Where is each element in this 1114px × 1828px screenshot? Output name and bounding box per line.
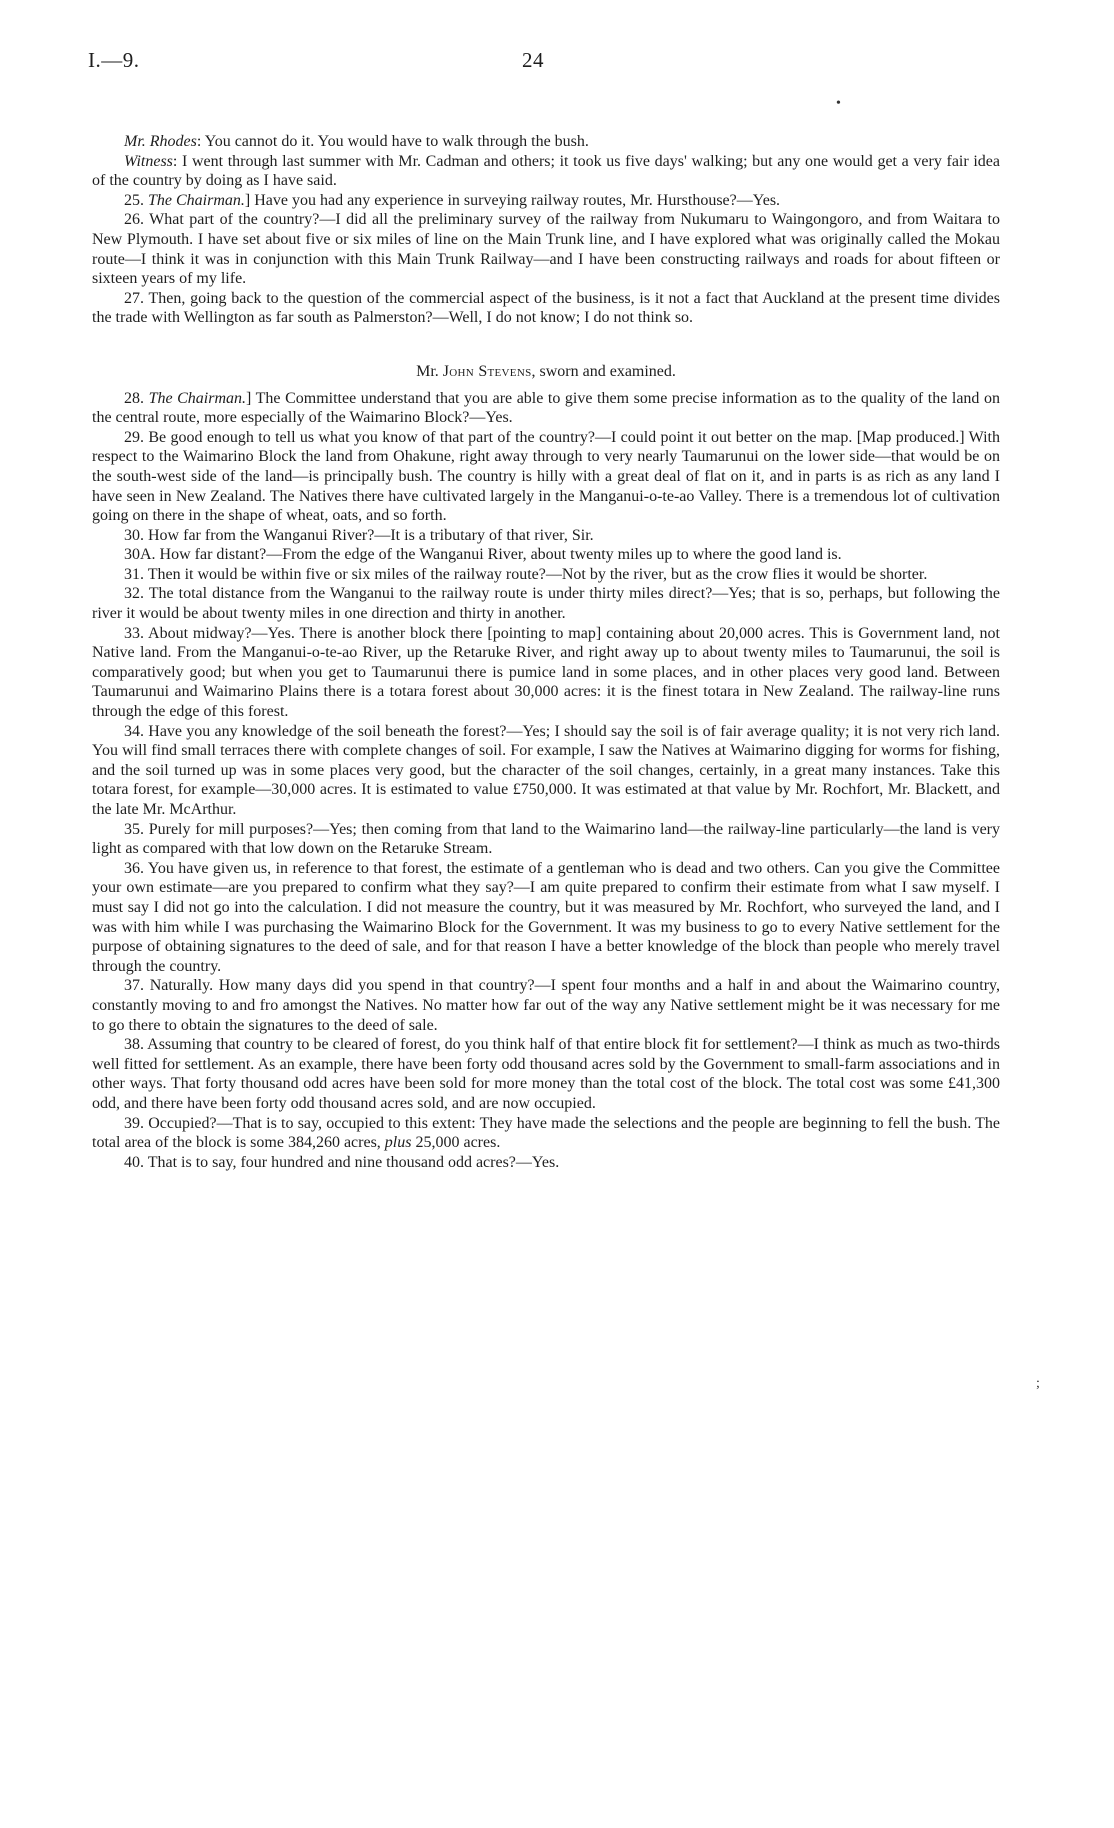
paragraph: 25. The Chairman.] Have you had any experience in surveying railway routes, Mr. Hursthouse?—Yes. <box>124 191 781 209</box>
paragraph-text: I went through last summer with Mr. Cadman and others; it took us five days' walking; but any one would get a very fair idea of the country by doing as I have said. <box>92 152 1000 190</box>
paragraph: 32. The total distance from the Wanganui to the railway route is under thirty miles direct?—Yes; that is so, perhaps, but following the river it would be about twenty miles in one direction and thirty in another. <box>92 585 1000 623</box>
paragraph: 30. How far from the Wanganui River?—It is a tributary of that river, Sir. <box>124 526 594 544</box>
page-number: 24 <box>522 48 544 72</box>
paragraph: 27. Then, going back to the question of the commercial aspect of the business, is it not a fact that Auckland at the present time divides the trade with Wellington as far south as Palmerston?—Well, I do not know; I do not think so. <box>92 289 1000 327</box>
paragraph: 39. Occupied?—That is to say, occupied to this extent: They have made the selections and the people are beginning to fell the bush. The total area of the block is some 384,260 acres, plus 25,000 acres. <box>92 1114 1000 1152</box>
paragraph: 36. You have given us, in reference to that forest, the estimate of a gentleman who is dead and two others. Can you give the Committee your own estimate—are you prepared to confirm what they say?—I am quite prepared to confirm their estimate from what I saw myself. I must say I did not go into the calculation. I did not measure the country, but it was measured by Mr. Rochfort, who surveyed the land, and I was with him while I was purchasing the Waimarino Block for the Government. It was my business to go to every Native settlement for the purpose of obtaining signatures to the deed of sale, and for that reason I have a better knowledge of the block than people who merely travel through the country. <box>92 859 1000 975</box>
speaker: Mr. Rhodes <box>124 133 197 150</box>
question-number: 25. <box>124 191 148 209</box>
paragraph: 29. Be good enough to tell us what you know of that part of the country?—I could point it out better on the map. [Map produced.] With respect to the Waimarino Block the land from Ohakune, right away through to very nearly Taumarunui on the lower side—that would be on the south-west side of the land—is principally bush. The country is hilly with a great deal of flat on it, and in parts is as rich as any land I have seen in New Zealand. The Natives there have cultivated largely in the Manganui-o-te-ao Valley. There is a tremendous lot of cultivation going on there in the shape of wheat, oats, and so forth. <box>92 428 1000 525</box>
witness-name: John Stevens <box>442 362 532 380</box>
paragraph: 38. Assuming that country to be cleared of forest, do you think half of that entire block fit for settlement?—I think as much as two-thirds well fitted for settlement. As an example, there have been forty odd thousand acres sold by the Government to small-farm associations and in other ways. That forty thousand odd acres have been sold for more money than the total cost of the block. The total cost was some £41,300 odd, and there have been forty odd thousand acres sold, and are now occupied. <box>92 1036 1000 1112</box>
question-number: 28. <box>124 389 149 407</box>
speaker: The Chairman. <box>148 191 245 209</box>
paragraph: Witness: I went through last summer with Mr. Cadman and others; it took us five days' walking; but any one would get a very fair idea of the country by doing as I have said. <box>92 152 1000 190</box>
stray-mark: ; <box>1036 1376 1040 1391</box>
paragraph: Mr. Rhodes: You cannot do it. You would have to walk through the bush. <box>124 133 589 150</box>
paragraph: 35. Purely for mill purposes?—Yes; then coming from that land to the Waimarino land—the railway-line particularly—the land is very light as compared with that low down on the Retaruke Stream. <box>92 820 1000 858</box>
stray-mark: • <box>836 96 841 111</box>
witness-heading: Mr. John Stevens, sworn and examined. <box>416 362 676 380</box>
paragraph: 34. Have you any knowledge of the soil beneath the forest?—Yes; I should say the soil is of fair average quality; it is not very rich land. You will find small terraces there with complete changes of soil. For example, I saw the Natives at Waimarino digging for worms for fishing, and the soil turned up was in some places very good, but the character of the soil changes, certainly, in a great many instances. Take this totara forest, for example—30,000 acres. It is estimated to value £750,000. It was estimated at that value by Mr. Rochfort, Mr. Blackett, and the late Mr. McArthur. <box>92 722 1000 818</box>
speaker: The Chairman. <box>148 389 247 407</box>
emphasis: plus <box>384 1134 412 1152</box>
paragraph: 37. Naturally. How many days did you spend in that country?—I spent four months and a half in and about the Waimarino country, constantly moving to and fro amongst the Natives. No matter how far out of the way any Native settlement might be it was necessary for me to go there to obtain the signatures to the deed of sale. <box>92 977 1000 1034</box>
paper-reference: I.—9. <box>88 48 140 72</box>
document-body <box>92 132 1000 1172</box>
paragraph: 33. About midway?—Yes. There is another block there [pointing to map] containing about 20,000 acres. This is Government land, not Native land. From the Manganui-o-te-ao River, up the Retaruke River, and right away up to about twenty miles to Taumarunui, the soil is comparatively good; but when you get to Taumarunui there is pumice land in some places, and in other places very good land. Between Taumarunui and Waimarino Plains there is a totara forest about 30,000 acres: it is the finest totara in New Zealand. The railway-line runs through the edge of this forest. <box>92 624 1000 721</box>
paragraph: 31. Then it would be within five or six miles of the railway route?—Not by the river, but as the crow flies it would be shorter. <box>124 565 928 583</box>
paragraph-text: The Committee understand that you are able to give them some precise information as to the quality of the land on the central route, more especially of the Waimarino Block?—Yes. <box>92 389 1000 427</box>
paragraph: 40. That is to say, four hundred and nine thousand odd acres?—Yes. <box>124 1153 560 1171</box>
speaker: Witness <box>124 152 173 170</box>
paragraph-text: You cannot do it. You would have to walk through the bush. <box>204 133 589 150</box>
paragraph: 30A. How far distant?—From the edge of the Wanganui River, about twenty miles up to where the good land is. <box>124 546 842 564</box>
paragraph-text: Have you had any experience in surveying railway routes, Mr. Hursthouse?—Yes. <box>254 191 781 209</box>
paragraph: 26. What part of the country?—I did all the preliminary survey of the railway from Nukumaru to Waingongoro, and from Waitara to New Plymouth. I have set about five or six miles of line on the Main Trunk line, and I have explored what was originally called the Mokau route—I think it was in conjunction with this Main Trunk Railway—and I have been constructing railways and roads for about fifteen or sixteen years of my life. <box>92 211 1000 288</box>
paragraph: 28. The Chairman.] The Committee understand that you are able to give them some precise information as to the quality of the land on the central route, more especially of the Waimarino Block?—Yes. <box>92 389 1000 427</box>
